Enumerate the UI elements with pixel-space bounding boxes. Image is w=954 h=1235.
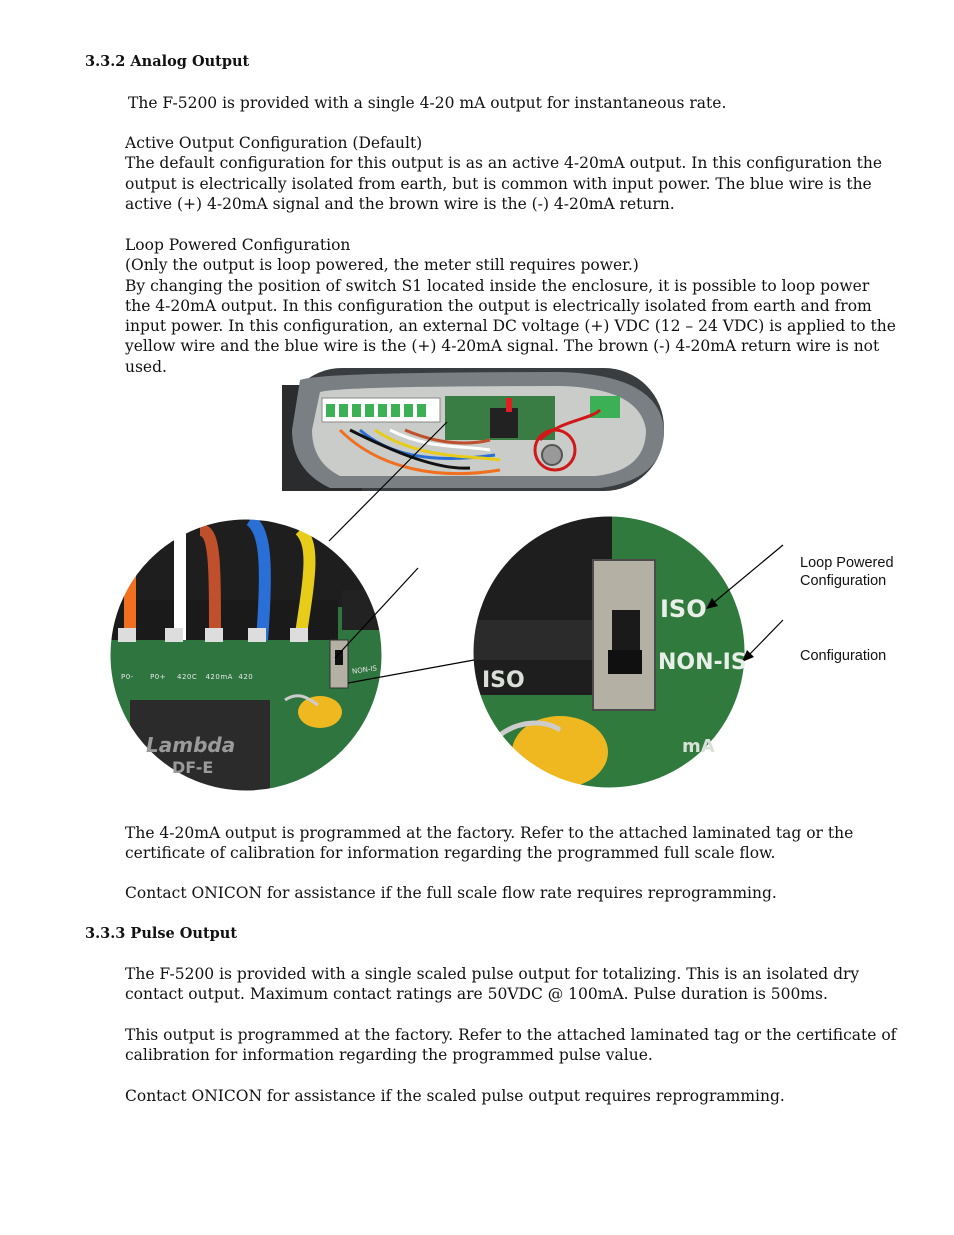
zoom-label-non-iso: NON-IS	[658, 650, 747, 675]
photo-switch-label: NON-IS	[351, 664, 378, 676]
terminal-label: 420	[238, 673, 254, 681]
arrow-active-configuration	[748, 620, 783, 656]
text-line: By changing the position of switch S1 located inside the enclosure, it is possible to loop power	[125, 276, 870, 295]
text-line: Contact ONICON for assistance if the scaled pulse output requires reprogramming.	[125, 1087, 785, 1105]
terminal-label: P0-	[121, 673, 134, 681]
text-line: output is electrically isolated from earth, but is common with input power. The blue wire is the	[125, 174, 872, 193]
zoom-label-iso: ISO	[660, 595, 707, 623]
label-line: Loop Powered	[800, 555, 894, 571]
photo-brand-sub: DF-E	[172, 758, 214, 777]
arrow-loop-powered	[712, 545, 783, 604]
text-line: This output is programmed at the factory. Refer to the attached laminated tag or the certificate of	[125, 1026, 897, 1044]
factory-programming-paragraph	[125, 823, 905, 864]
label-active-configuration: Configuration	[800, 648, 887, 664]
text-line: The F-5200 is provided with a single scaled pulse output for totalizing. This is an isolated dry	[125, 965, 860, 983]
text-line: yellow wire and the blue wire is the (+) 4-20mA signal. The brown (-) 4-20mA return wire is not	[125, 337, 880, 356]
text-line: active (+) 4-20mA signal and the brown wire is the (-) 4-20mA return.	[125, 194, 675, 213]
text-line: The 4-20mA output is programmed at the factory. Refer to the attached laminated tag or the	[125, 824, 854, 842]
enclosure-photo	[282, 368, 664, 491]
text-line: calibration for information regarding the programmed pulse value.	[125, 1046, 653, 1065]
section-heading-analog-output: 3.3.2 Analog Output	[85, 53, 250, 70]
text-line: The default configuration for this output is as an active 4-20mA output. In this configuration the	[125, 154, 882, 173]
zoom-label-ma: mA	[682, 736, 715, 757]
pulse-factory-paragraph	[125, 1025, 905, 1066]
label-line: Configuration	[800, 573, 887, 589]
text-line: the 4-20mA output. In this configuration the output is electrically isolated from earth and from	[125, 296, 872, 315]
photo-terminal-labels	[121, 673, 253, 681]
analog-intro-paragraph: The F-5200 is provided with a single 4-20 mA output for instantaneous rate.	[128, 94, 727, 112]
active-output-title: Active Output Configuration (Default)	[125, 134, 423, 152]
text-line: (Only the output is loop powered, the meter still requires power.)	[125, 256, 639, 275]
text-line: Contact ONICON for assistance if the full scale flow rate requires reprogramming.	[125, 884, 777, 902]
text-line: certificate of calibration for information regarding the programmed full scale flow.	[125, 844, 776, 863]
text-line: input power. In this configuration, an external DC voltage (+) VDC (12 – 24 VDC) is applied to the	[125, 317, 896, 336]
contact-onicon-pulse-paragraph	[125, 1086, 905, 1106]
terminal-label: 420mA	[205, 673, 233, 681]
section-heading-pulse-output: 3.3.3 Pulse Output	[85, 925, 238, 942]
zoom-label-iso-left: ISO	[482, 668, 525, 693]
contact-onicon-analog-paragraph	[125, 883, 905, 903]
photo-brand-logo: Lambda	[146, 733, 236, 757]
terminal-label: P0+	[150, 673, 167, 681]
text-line: used.	[125, 357, 167, 376]
text-line: contact output. Maximum contact ratings are 50VDC @ 100mA. Pulse duration is 500ms.	[125, 985, 828, 1004]
pulse-output-paragraph	[125, 964, 905, 1005]
terminal-label: 420C	[177, 673, 198, 681]
label-loop-powered-configuration	[800, 554, 894, 590]
loop-powered-title: Loop Powered Configuration	[125, 236, 351, 254]
